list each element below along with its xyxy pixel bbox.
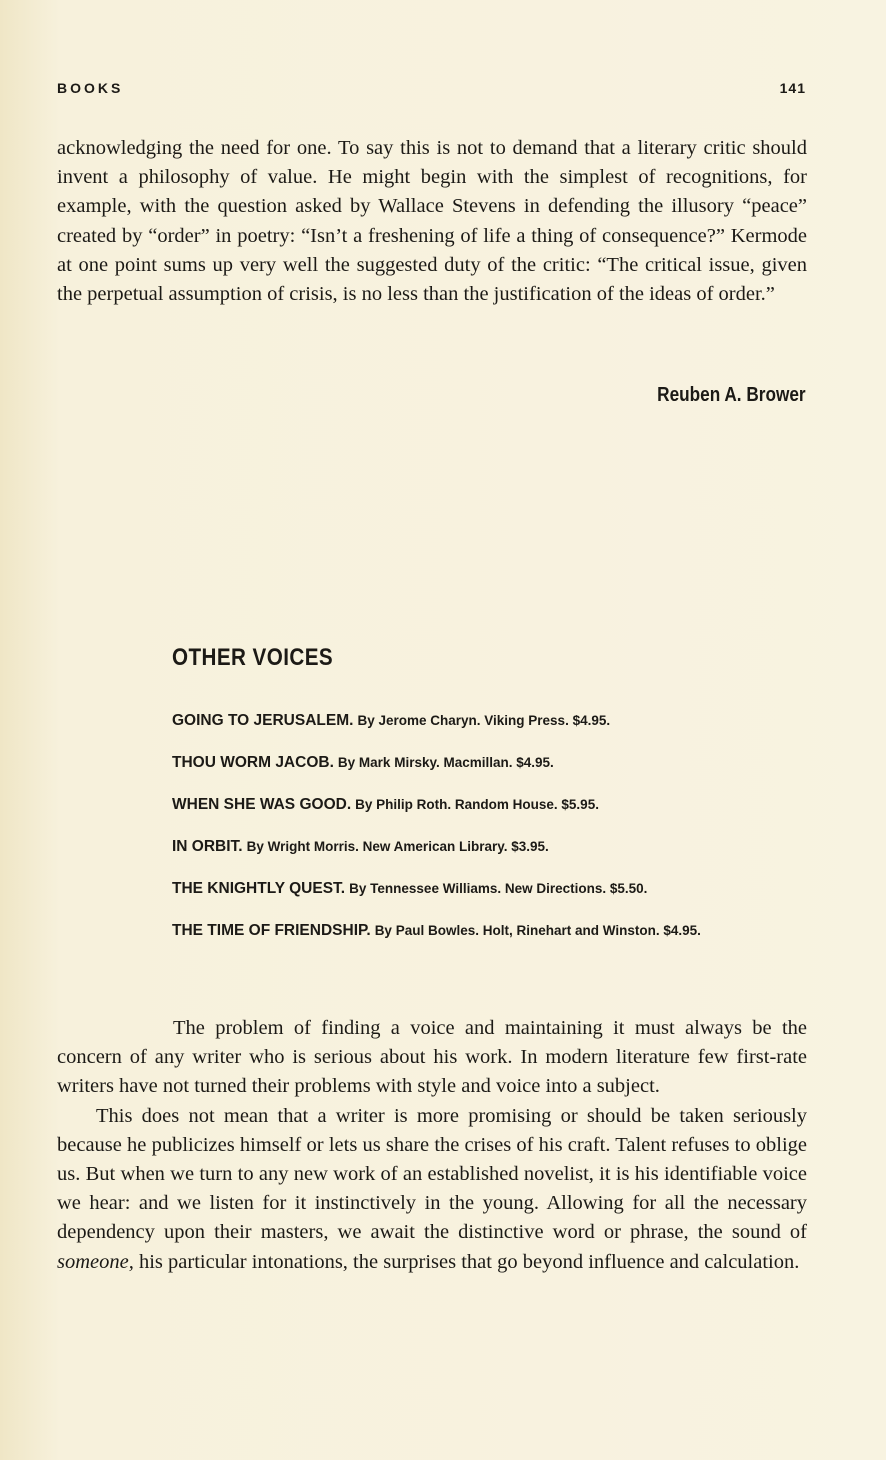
book-meta: By Tennessee Williams. New Directions. $5.50. [349, 881, 648, 896]
essay-opening [57, 1014, 807, 1277]
book-entry [172, 710, 812, 732]
book-entry [172, 794, 812, 816]
section-heading: OTHER VOICES [172, 644, 334, 671]
book-meta: By Philip Roth. Random House. $5.95. [355, 797, 599, 812]
running-head [57, 80, 806, 96]
emphasized-word: someone, [57, 1250, 134, 1273]
book-title: GOING TO JERUSALEM. [172, 712, 354, 729]
book-meta: By Paul Bowles. Holt, Rinehart and Winston. $4.95. [374, 923, 701, 938]
review-author: Reuben A. Brower [657, 384, 806, 406]
book-title: THE TIME OF FRIENDSHIP. [172, 922, 371, 939]
book-list [172, 710, 812, 962]
book-entry [172, 878, 812, 900]
section-title: BOOKS [57, 80, 124, 96]
essay-paragraph: The problem of finding a voice and maintaining it must always be the concern of any writer who is serious about his work. In modern literature few first-rate writers have not turned their problems with style and voice into a subject. [57, 1017, 807, 1098]
book-entry [172, 920, 812, 942]
book-title: THE KNIGHTLY QUEST. [172, 880, 346, 897]
book-meta: By Mark Mirsky. Macmillan. $4.95. [337, 755, 554, 770]
essay-paragraph [57, 1102, 807, 1277]
book-entry [172, 836, 812, 858]
essay-text: his particular intonations, the surprises that go beyond influence and calculation. [133, 1250, 800, 1273]
essay-text: This does not mean that a writer is more promising or should be taken seriously because he publicizes himself or lets us share the crises of his craft. Talent refuses to oblige us. But when we turn to any new work of an established novelist, it is his identifiable voice we hear: and we listen for it instinctively in the young. Allowing for all the necessary dependency upon their masters, we await the distinctive word or phrase, the sound of [57, 1104, 807, 1244]
book-title: IN ORBIT. [172, 838, 243, 855]
book-title: WHEN SHE WAS GOOD. [172, 796, 352, 813]
review-paragraph: acknowledging the need for one. To say this is not to demand that a literary critic should invent a philosophy of value. He might begin with the simplest of recognitions, for example, with the question asked by Wallace Stevens in defending the illusory “peace” created by “order” in poetry: “Isn’t a freshening of life a thing of consequence?” Kermode at one point sums up very well the suggested duty of the critic: “The critical issue, given the perpetual assumption of crisis, is no less than the justification of the ideas of order.” [57, 137, 807, 306]
book-title: THOU WORM JACOB. [172, 754, 334, 771]
book-meta: By Jerome Charyn. Viking Press. $4.95. [357, 713, 611, 728]
page-number: 141 [779, 80, 806, 96]
review-conclusion [57, 134, 807, 309]
book-entry [172, 752, 812, 774]
book-meta: By Wright Morris. New American Library. $3.95. [246, 839, 549, 854]
